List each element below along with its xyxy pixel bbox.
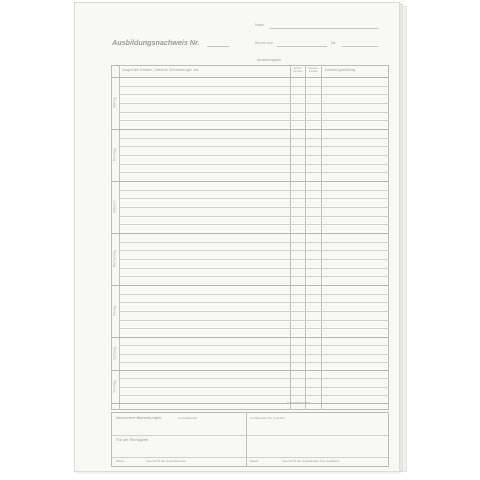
year-label: Ausbildungsjahr: [257, 58, 282, 62]
entry-line[interactable]: [120, 354, 389, 355]
entry-line[interactable]: [120, 120, 389, 121]
form-sheet: [74, 2, 400, 472]
footer-row-divider: [112, 435, 388, 436]
date-label-trainer: Datum: [250, 459, 259, 463]
total-column-divider: [305, 65, 306, 410]
footer-signature-divider: [112, 457, 388, 458]
day-separator: [111, 181, 389, 182]
form-title: Ausbildungsnachweis Nr.: [112, 38, 200, 47]
entry-line[interactable]: [120, 103, 389, 104]
name-label: Name: [255, 23, 265, 27]
entry-line[interactable]: [120, 276, 389, 277]
department-column-divider: [321, 65, 322, 410]
day-label-donnerstag: Donnerstag: [112, 250, 117, 268]
week-to-label: bis: [331, 41, 336, 45]
entry-line[interactable]: [120, 387, 389, 388]
col-hours-header: Einzel-stunden: [293, 67, 303, 73]
col-activity-header: Ausgeführte Arbeiten, Unterricht, Unterweisungen usw.: [122, 68, 200, 72]
day-label-samstag: Samstag: [112, 347, 117, 361]
entry-line[interactable]: [120, 155, 389, 156]
entry-line[interactable]: [120, 294, 389, 295]
entry-line[interactable]: [120, 94, 389, 95]
entry-line[interactable]: [120, 302, 389, 303]
entry-line[interactable]: [120, 268, 389, 269]
date-label-trainee: Datum: [116, 459, 125, 463]
day-label-freitag: Freitag: [112, 305, 117, 316]
entry-line[interactable]: [120, 320, 389, 321]
entry-line[interactable]: [120, 112, 389, 113]
signature-trainee-label: Unterschrift des Auszubildenden: [146, 459, 187, 463]
day-label-montag: Montag: [112, 97, 117, 109]
entry-line[interactable]: [120, 190, 389, 191]
day-separator: [111, 370, 389, 371]
footer-divider: [246, 413, 247, 466]
entry-line[interactable]: [120, 172, 389, 173]
weekly-report-table: [111, 65, 389, 410]
entry-line[interactable]: [120, 86, 389, 87]
entry-line[interactable]: [120, 378, 389, 379]
name-field[interactable]: [269, 28, 379, 29]
day-separator: [111, 285, 389, 286]
trainer-label: Ausbildender bzw. Ausbilder: [250, 416, 285, 420]
entry-line[interactable]: [120, 311, 389, 312]
entry-line[interactable]: [120, 328, 389, 329]
total-hours-label: Gesamtstunden: [287, 401, 311, 405]
entry-line[interactable]: [120, 345, 389, 346]
day-label-mittwoch: Mittwoch: [112, 200, 117, 214]
day-separator: [111, 129, 389, 130]
day-separator: [111, 403, 389, 404]
entry-line[interactable]: [120, 146, 389, 147]
entry-line[interactable]: [120, 164, 389, 165]
entry-line[interactable]: [120, 207, 389, 208]
week-from-label: Woche vom: [255, 41, 273, 45]
day-label-dienstag: Dienstag: [112, 148, 117, 162]
footer-box: [111, 412, 389, 467]
col-total-header: Gesamt-stunden: [308, 67, 319, 73]
remarks-label: Besondere Bemerkungen: [116, 415, 162, 420]
entry-line[interactable]: [120, 259, 389, 260]
entry-line[interactable]: [120, 250, 389, 251]
entry-line[interactable]: [120, 198, 389, 199]
day-column-divider: [119, 65, 120, 410]
entry-line[interactable]: [120, 395, 389, 396]
correctness-label: Für die Richtigkeit: [116, 437, 149, 442]
trainee-label: Auszubildender: [178, 416, 198, 420]
entry-line[interactable]: [120, 362, 389, 363]
col-department-header: Ausbildungsabteilung: [325, 68, 356, 72]
day-separator: [111, 233, 389, 234]
table-frame: [111, 65, 389, 410]
day-separator: [111, 337, 389, 338]
entry-line[interactable]: [120, 224, 389, 225]
entry-line[interactable]: [120, 242, 389, 243]
week-from-field[interactable]: [277, 46, 327, 47]
header-row-divider: [111, 77, 389, 78]
entry-line[interactable]: [120, 216, 389, 217]
week-to-field[interactable]: [341, 46, 379, 47]
signature-trainer-label: Unterschrift des Ausbildenden bzw. Ausbilders: [282, 459, 340, 463]
number-field[interactable]: [207, 46, 229, 47]
entry-line[interactable]: [120, 138, 389, 139]
hours-column-divider: [290, 65, 291, 410]
day-label-sonntag: Sonntag: [112, 380, 117, 393]
